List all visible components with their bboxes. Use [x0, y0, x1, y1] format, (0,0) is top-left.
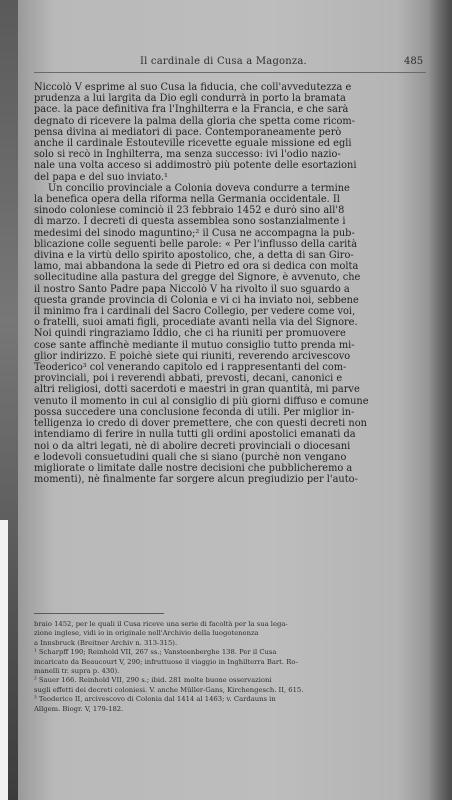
page-number: 485: [404, 56, 424, 67]
text-line: Un concilio provinciale a Colonia doveva condurre a termine: [48, 182, 350, 194]
text-line: nale una volta acceso si addimostrò più potente delle esortazioni: [34, 160, 357, 172]
text-line: venuto il momento in cui al consiglio di più giorni diffuso e comune: [34, 395, 369, 407]
text-line: telligenza io credo di dover premettere, che con questi decreti non: [34, 418, 367, 430]
footnote-line: manelli tr. supra p. 430).: [34, 667, 120, 676]
footnote-line: zione inglese, vidi io in originale nell'Archivio della luogotenenza: [34, 629, 259, 638]
text-line: solo si recò in Inghilterra, ma senza successo: ivi l'odio nazio-: [34, 149, 341, 161]
text-line: divina e la virtù dello spirito apostolico, che, a detta di san Giro-: [34, 250, 354, 262]
footnote-line: braio 1452, per le quali il Cusa riceve una serie di facoltà per la sua lega-: [34, 620, 288, 628]
footnote-line: ² Sauer 166. Reinhold VII, 290 s.; ibid. 281 molte buone osservazioni: [34, 676, 272, 685]
text-line: Noi quindi ringraziamo Iddio, che ci ha riuniti per promuovere: [34, 328, 346, 340]
text-line: intendiamo di ferire in nulla tutti gli ordini apostolici emanati da: [34, 429, 356, 441]
text-line: questa grande provincia di Colonia e vi ci ha inviato noi, sebbene: [34, 294, 359, 306]
text-line: di marzo. I decreti di questa assemblea sono sostanzialmente i: [34, 216, 346, 228]
main-text: [34, 82, 426, 485]
footnote-line: a Innsbruck (Breitner Archiv n. 313-315).: [34, 638, 178, 647]
text-line: momenti), nè finalmente far sorgere alcun pregiudizio per l'auto-: [34, 474, 358, 486]
footnote-line: ¹ Scharpff 190; Reinhold VII, 267 ss.; Vansteenberghe 138. Per il Cusa: [34, 648, 277, 657]
text-line: noi o da altri legati, nè di abolire decreti provinciali o diocesani: [34, 440, 351, 452]
text-line: sollecitudine alla pastura del gregge del Signore, è avvenuto, che: [34, 272, 361, 284]
text-line: provinciali, poi i reverendi abbati, prevosti, decani, canonici e: [34, 373, 343, 385]
text-line: degnato di ricevere la palma della gloria che spetta come ricom-: [34, 115, 355, 127]
text-line: Niccolò V esprime al suo Cusa la fiducia, che coll'avvedutezza e: [34, 82, 352, 93]
text-line: pace. la pace definitiva fra l'Inghilterra e la Francia, e che sarà: [34, 104, 349, 116]
text-line: e lodevoli consuetudini quali che si siano (purchè non vengano: [34, 451, 347, 463]
text-line: del papa e del suo inviato.¹: [34, 171, 168, 183]
text-line: cose sante affinchè mediante il mutuo consiglio tutto prenda mi-: [34, 339, 355, 351]
text-line: Teoderico³ col venerando capitolo ed i rappresentanti del com-: [34, 362, 347, 374]
text-line: il minimo fra i cardinali del Sacro Collegio, per vedere come voi,: [34, 306, 356, 318]
text-line: la benefica opera della riforma nella Germania occidentale. Il: [34, 194, 340, 206]
text-line: sinodo coloniese cominciò il 23 febbraio 1452 e durò sino all'8: [34, 205, 345, 217]
footnotes: [34, 620, 426, 714]
text-line: prudenza a lui largita da Dio egli condurrà in porto la bramata: [34, 93, 346, 105]
text-line: lamo, mai abbandona la sede di Pietro ed ora si dedica con molta: [34, 261, 359, 273]
text-line: o fratelli, suoi amati figli, procediate avanti nella via del Signore.: [34, 317, 358, 329]
white-margin-strip: [0, 520, 8, 800]
footnote-rule: [34, 613, 164, 614]
text-line: possa succedere una conclusione feconda di utili. Per miglior in-: [34, 406, 355, 418]
text-line: migliorate o limitate dalle nostre decisioni che pubblicheremo a: [34, 462, 353, 474]
header-rule: [34, 72, 426, 73]
text-line: altri religiosi, dotti sacerdoti e maestri in gran quantità, mi parve: [34, 384, 360, 396]
footnote-line: Allgem. Biogr. V, 179-182.: [34, 704, 124, 713]
text-line: blicazione colle seguenti belle parole: « Per l'influsso della carità: [34, 238, 358, 250]
text-line: anche il cardinale Estouteville ricevette eguale missione ed egli: [34, 138, 352, 150]
text-line: il nostro Santo Padre papa Niccolò V ha rivolto il suo sguardo a: [34, 283, 350, 295]
text-line: glior indirizzo. E poichè siete qui riuniti, reverendo arcivescovo: [34, 350, 351, 362]
footnote-line: sugli effetti dei decreti coloniesi. V. anche Müller-Gans, Kirchengesch. II, 615.: [34, 685, 304, 694]
footnote-line: ³ Teoderico II, arcivescovo di Colonia dal 1414 al 1463; v. Cardauns in: [34, 695, 276, 704]
footnote-line: incaricato da Beaucourt V, 290; infruttuose il viaggio in Inghilterra Bart. Ro-: [34, 657, 298, 666]
text-line: medesimi del sinodo maguntino;² il Cusa ne accompagna la pub-: [34, 227, 355, 239]
page-edge-shadow: [428, 0, 452, 800]
text-line: pensa divina ai mediatori di pace. Contemporaneamente però: [34, 126, 342, 138]
running-title: Il cardinale di Cusa a Magonza.: [140, 56, 307, 67]
